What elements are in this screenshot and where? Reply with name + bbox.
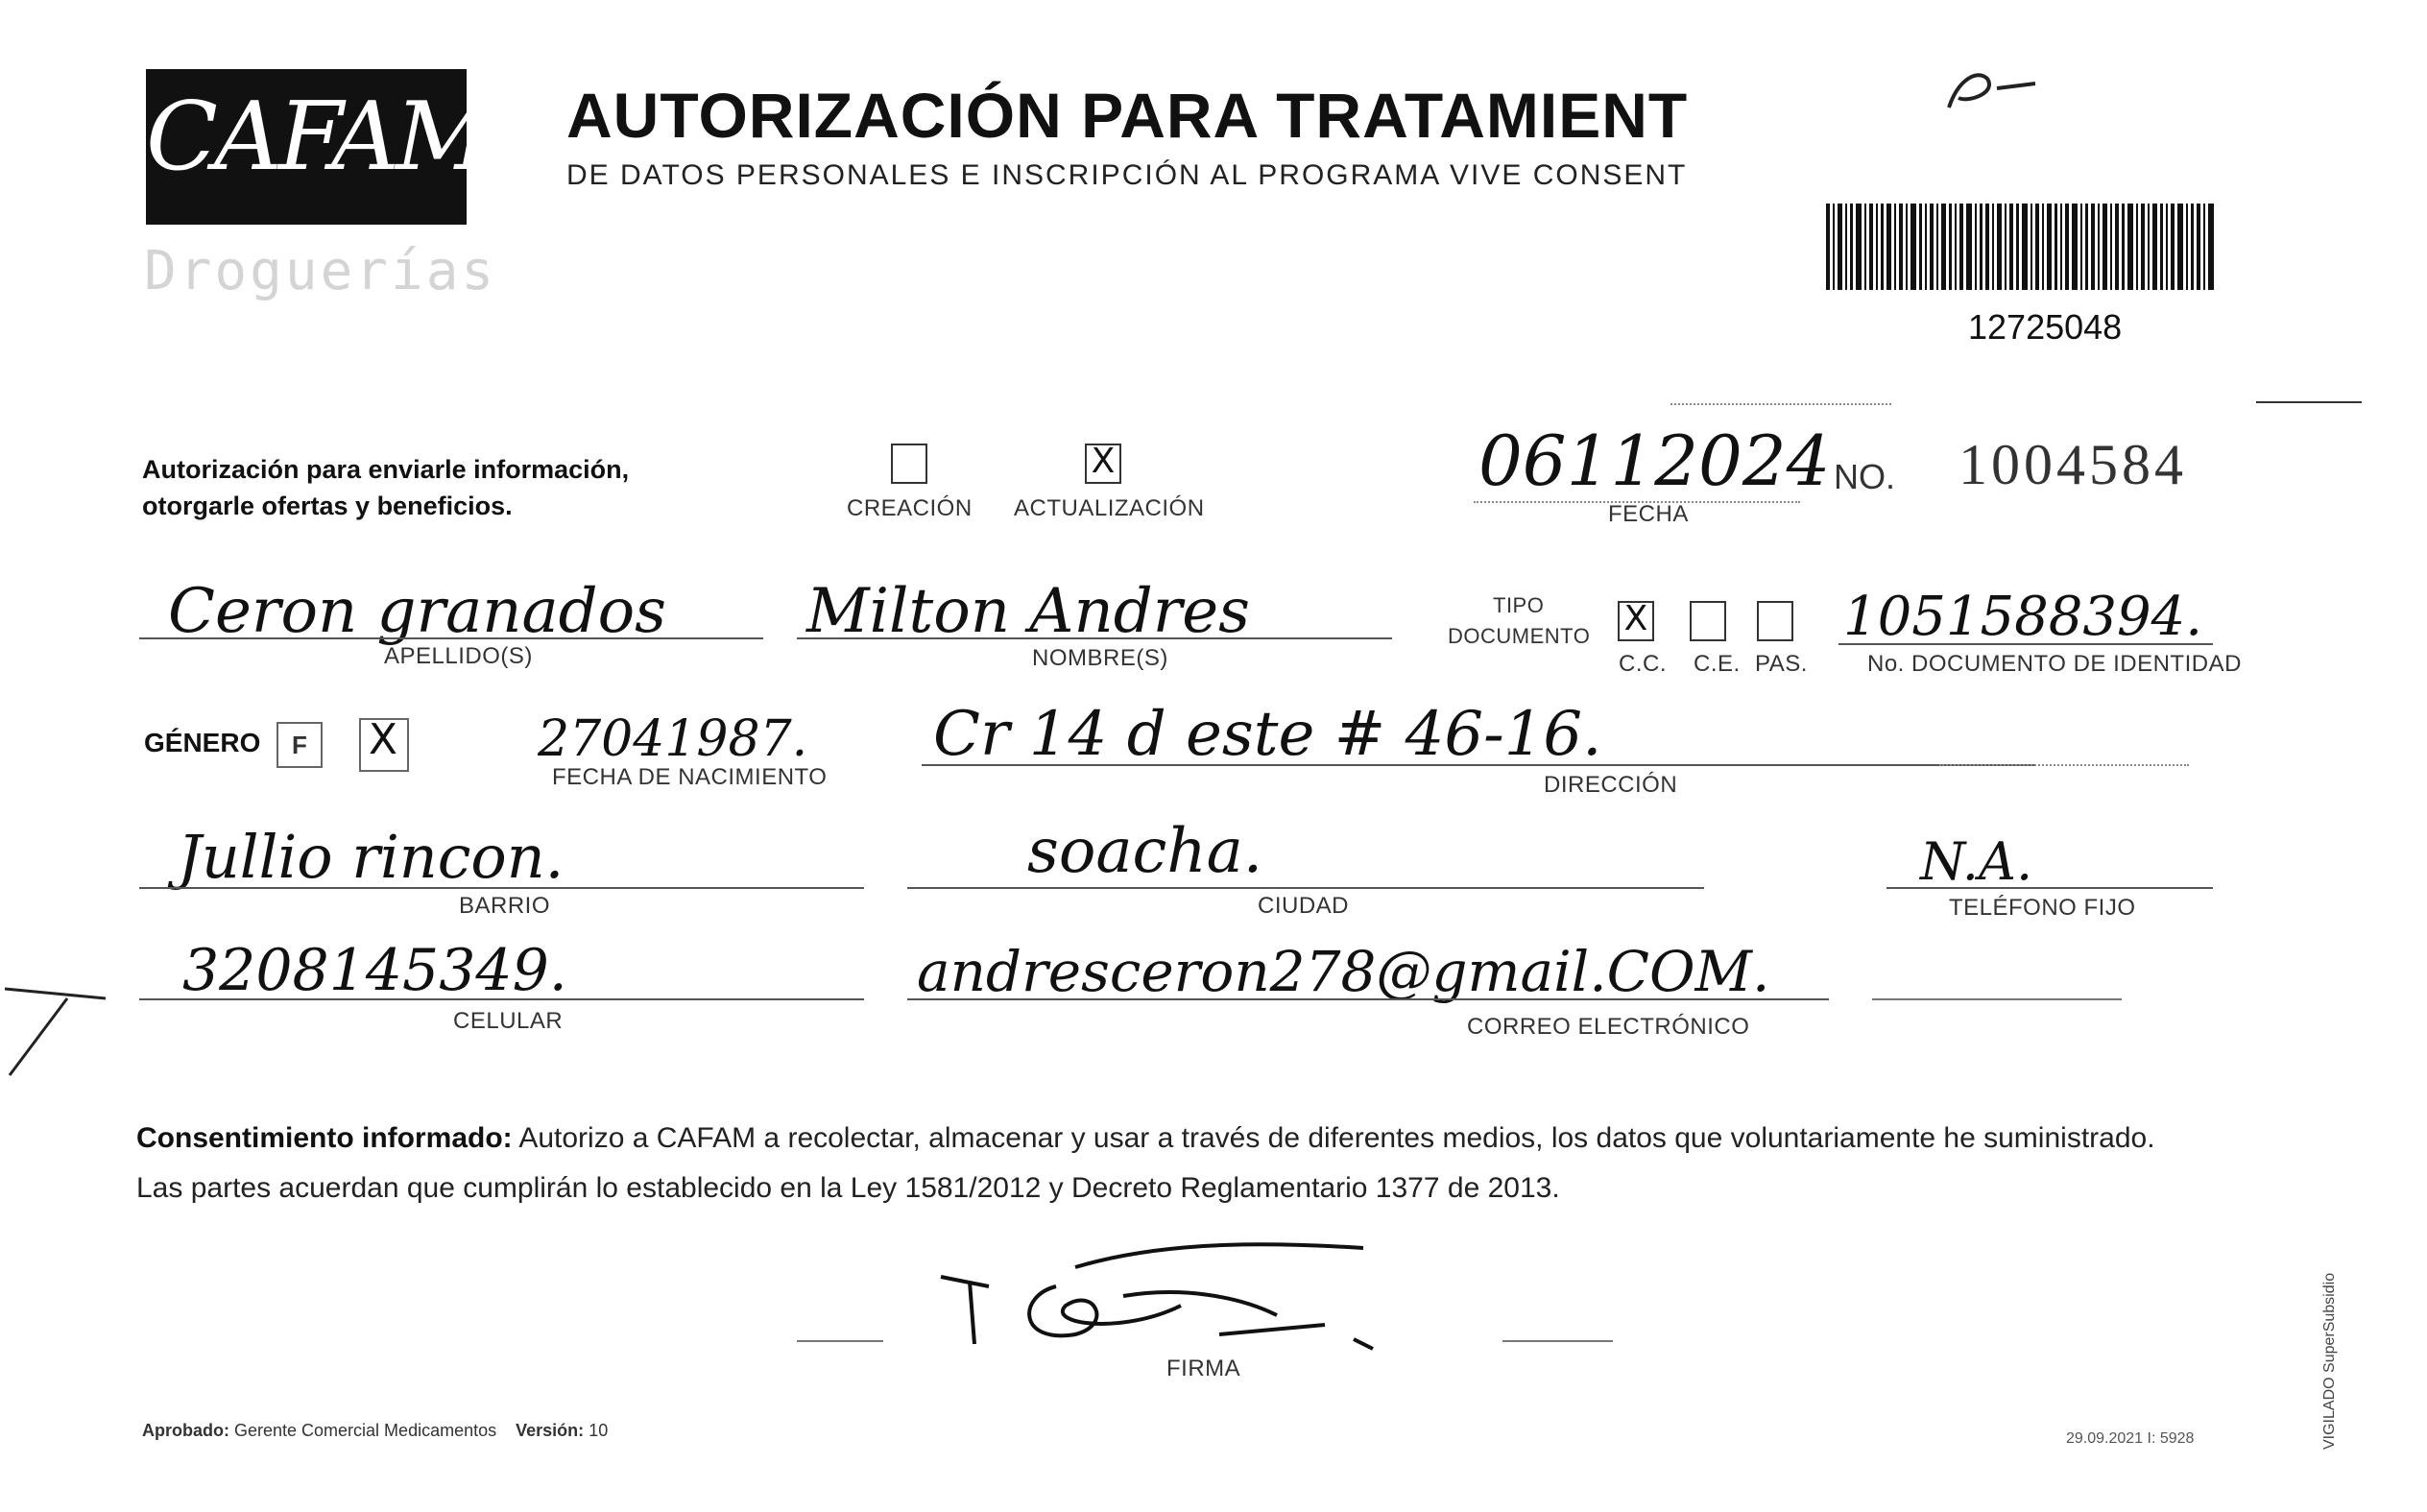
pen-scribble	[1930, 60, 2045, 117]
logo-subtitle: Droguerías	[144, 240, 497, 302]
authorization-text	[142, 451, 629, 524]
correo-value[interactable]: andresceron278@gmail.COM.	[917, 939, 1770, 1004]
tipo-label: TIPO	[1493, 593, 1545, 617]
telefono-line	[1886, 887, 2213, 889]
authorization-text-line1: Autorización para enviarle información,	[142, 455, 630, 484]
aprobado-value: Gerente Comercial Medicamentos	[234, 1421, 497, 1440]
ce-label: C.E.	[1694, 651, 1741, 677]
supervision-side-text: VIGILADO SuperSubsidio	[2321, 1272, 2338, 1450]
fecha-value[interactable]: 06112024	[1478, 420, 1831, 501]
apellidos-value[interactable]: Ceron granados	[168, 576, 666, 647]
footer-date-code: 29.09.2021 I: 5928	[2066, 1430, 2195, 1447]
documento-type-label: DOCUMENTO	[1448, 624, 1591, 648]
direccion-line	[922, 764, 2035, 766]
direccion-label: DIRECCIÓN	[1544, 772, 1678, 798]
firma-label: FIRMA	[1166, 1356, 1241, 1381]
fecha-label: FECHA	[1608, 501, 1689, 527]
no-value: 1004584	[1958, 433, 2187, 496]
pas-label: PAS.	[1755, 651, 1808, 677]
documento-line	[1838, 643, 2213, 645]
version-value: 10	[589, 1421, 609, 1440]
separator-line	[2256, 401, 2362, 403]
authorization-text-line2: otorgarle ofertas y beneficios.	[142, 492, 513, 520]
form-subtitle: DE DATOS PERSONALES E INSCRIPCIÓN AL PROGRAMA VIVE CONSENT	[566, 159, 1688, 191]
actualizacion-check-mark: X	[1091, 442, 1116, 481]
cc-label: C.C.	[1619, 651, 1667, 677]
cafam-logo: CAFAM	[146, 83, 489, 192]
genero-label: GÉNERO	[144, 728, 261, 757]
telefono-value[interactable]: N.A.	[1920, 831, 2033, 892]
celular-line	[139, 998, 864, 1000]
apellidos-label: APELLIDO(S)	[384, 643, 533, 669]
apellidos-line	[139, 637, 763, 639]
form-title: AUTORIZACIÓN PARA TRATAMIENT	[566, 80, 1689, 151]
direccion-value[interactable]: Cr 14 d este # 46-16.	[933, 699, 1602, 770]
consent-line1	[136, 1114, 2155, 1164]
telefono-label: TELÉFONO FIJO	[1949, 895, 2136, 921]
signature-line-right	[1502, 1340, 1613, 1342]
barcode-number: 12725048	[1968, 307, 2123, 347]
consent-text-1: Autorizo a CAFAM a recolectar, almacenar y usar a través de diferentes medios, los datos que voluntariamente he suministrado.	[518, 1122, 2155, 1154]
pas-checkbox[interactable]	[1757, 601, 1793, 641]
creacion-label: CREACIÓN	[847, 495, 973, 521]
consent-heading: Consentimiento informado:	[136, 1122, 513, 1154]
no-label: NO.	[1834, 457, 1896, 496]
ciudad-line	[907, 887, 1704, 889]
nombres-label: NOMBRE(S)	[1032, 645, 1168, 671]
correo-label: CORREO ELECTRÓNICO	[1467, 1014, 1750, 1040]
nombres-line	[797, 637, 1392, 639]
celular-label: CELULAR	[453, 1008, 564, 1034]
separator-line	[1872, 998, 2122, 1000]
barcode-image	[1826, 204, 2216, 290]
nacimiento-value[interactable]: 27041987.	[538, 710, 808, 768]
barrio-value[interactable]: Jullio rincon.	[178, 822, 565, 892]
barrio-label: BARRIO	[459, 893, 551, 919]
separator-line	[1670, 403, 1891, 405]
footer-approval	[142, 1421, 608, 1441]
correo-line	[907, 998, 1829, 1000]
margin-pen-mark	[0, 970, 125, 1085]
signature-line-left	[797, 1340, 883, 1342]
ce-checkbox[interactable]	[1690, 601, 1726, 641]
consent-paragraph	[136, 1114, 2155, 1213]
aprobado-label: Aprobado:	[142, 1421, 229, 1440]
documento-label: No. DOCUMENTO DE IDENTIDAD	[1867, 651, 2242, 677]
version-label: Versión:	[516, 1421, 585, 1440]
nacimiento-label: FECHA DE NACIMIENTO	[552, 764, 828, 790]
signature-drawing	[931, 1229, 1411, 1373]
creacion-checkbox[interactable]	[891, 444, 927, 484]
separator-line	[1939, 764, 2189, 766]
genero-f-option[interactable]: F	[276, 722, 323, 768]
nombres-value[interactable]: Milton Andres	[806, 576, 1250, 647]
ciudad-label: CIUDAD	[1258, 893, 1350, 919]
celular-value[interactable]: 3208145349.	[182, 937, 567, 1004]
consent-text-2: Las partes acuerdan que cumplirán lo establecido en la Ley 1581/2012 y Decreto Reglamentario 1377 de 2013.	[136, 1172, 1560, 1204]
genero-m-check-mark: X	[368, 715, 398, 764]
barrio-line	[139, 887, 864, 889]
ciudad-value[interactable]: soacha.	[1027, 816, 1263, 887]
cc-check-mark: X	[1623, 599, 1648, 638]
actualizacion-label: ACTUALIZACIÓN	[1014, 495, 1205, 521]
documento-value[interactable]: 1051588394.	[1843, 586, 2203, 648]
